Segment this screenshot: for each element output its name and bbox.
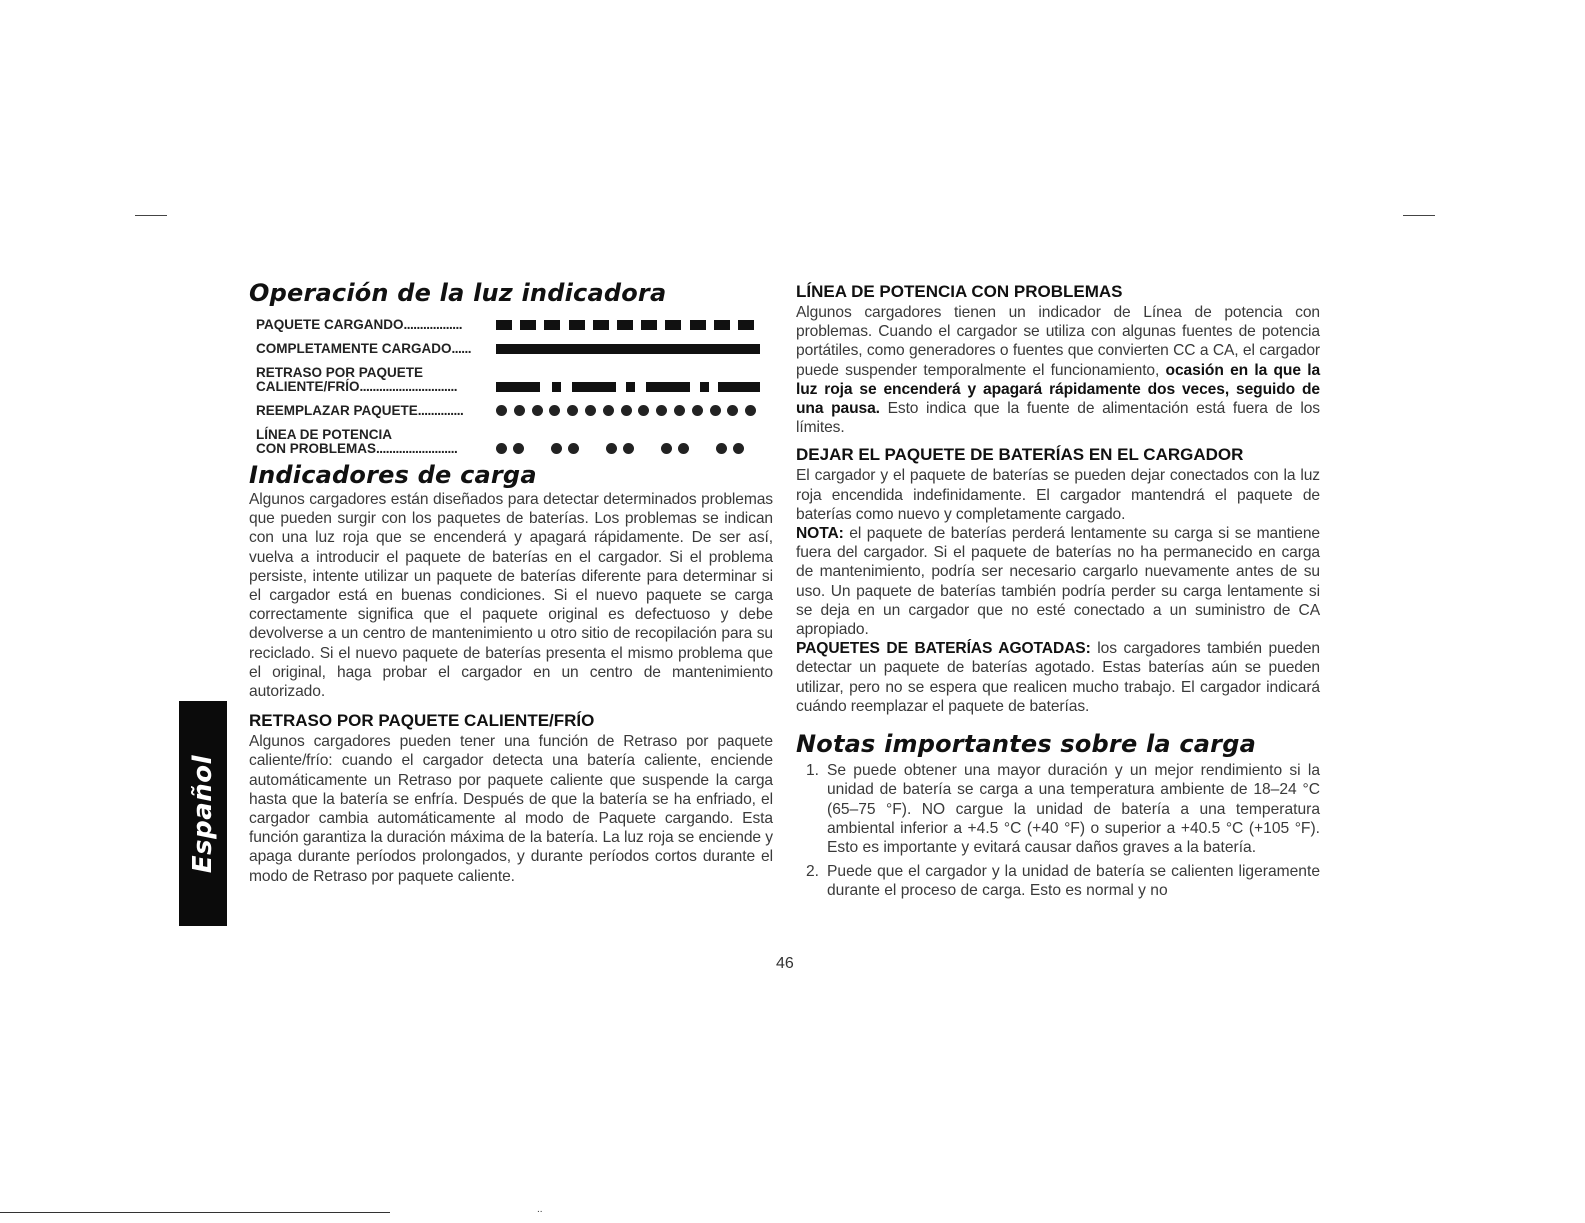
important-notes-title: Notas importantes sobre la carga	[796, 730, 1256, 759]
light-dot	[585, 405, 596, 416]
light-bar	[496, 382, 540, 392]
indicator-label: LÍNEA DE POTENCIA CON PROBLEMAS.........................	[256, 427, 458, 456]
indicator-table	[256, 310, 766, 458]
light-bar	[690, 320, 706, 330]
indicator-pattern-dashes	[496, 319, 760, 331]
hot-cold-delay-text: Algunos cargadores pueden tener una función de Retraso por paquete caliente/frío: cuando el cargador detecta una batería caliente, enciende automáticamente un Retraso por paquete caliente que suspende la carga hasta que la batería se enfría. Después de que la batería se ha enfriado, el cargador cambia automáticamente al modo de Paquete cargando. Esta función garantiza la duración máxima de la batería. La luz roja se enciende y apaga durante períodos prolongados, y durante períodos cortos durante el modo de Retraso por paquete caliente.	[249, 733, 773, 885]
light-bar	[544, 320, 560, 330]
light-bar	[593, 320, 609, 330]
light-dot	[727, 405, 738, 416]
charge-indicators-text: Algunos cargadores están diseñados para detectar determinados problemas que pueden surgir con los paquetes de baterías. Los problemas se indican con una luz roja que se encenderá y apagará rápidamente. De ser así, vuelva a introducir el paquete de baterías en el cargador. Si el problema persiste, intente utilizar un paquete de baterías diferente para determinar si el cargador está en buenas condiciones. Si el nuevo paquete se carga correctamente significa que el paquete original es defectuoso y debe devolverse a un centro de mantenimiento u otro sitio de recopilación para su reciclado. Si el nuevo paquete de baterías presenta el mismo problema que el original, haga probar el cargador en un centro de mantenimiento autorizado.	[249, 491, 773, 701]
right-column	[796, 278, 1320, 900]
indicator-label: REEMPLAZAR PAQUETE..............	[256, 403, 464, 418]
light-bar	[714, 320, 730, 330]
indicator-light-title: Operación de la luz indicadora	[249, 279, 667, 307]
light-dot	[623, 443, 634, 454]
light-dot	[513, 443, 524, 454]
light-dot	[638, 405, 649, 416]
language-tab-label: Español	[188, 754, 218, 873]
language-tab	[179, 701, 227, 926]
light-bar	[641, 320, 657, 330]
note-text: NOTA: el paquete de baterías perderá lentamente su carga si se mantiene fuera del cargador. Si el paquete de baterías no ha permanecido en carga de mantenimiento, podría ser necesario cargarlo nuevamente antes de su uso. Un paquete de baterías también podría perder su carga lentamente si se deja en un cargador que no esté conectado a un suministro de CA apropiado.	[796, 525, 1320, 639]
indicator-row-hot-cold-delay	[256, 358, 766, 396]
light-bar	[569, 320, 585, 330]
light-dot	[745, 405, 756, 416]
light-bar	[646, 382, 690, 392]
light-bar	[572, 382, 616, 392]
light-dot	[656, 405, 667, 416]
light-dot	[496, 405, 507, 416]
light-bar	[520, 320, 536, 330]
indicator-row-replace-pack	[256, 396, 766, 420]
indicator-pattern-long-short	[496, 381, 760, 393]
bottom-mark: ..	[537, 1204, 543, 1215]
light-bar	[617, 320, 633, 330]
light-dot	[551, 443, 562, 454]
depleted-packs-text: PAQUETES DE BATERÍAS AGOTADAS: los cargadores también pueden detectar un paquete de baterías agotado. Estas baterías aún se pueden utilizar, pero no se espera que realicen mucho trabajo. El cargador indicará cuándo reemplazar el paquete de baterías.	[796, 640, 1320, 715]
problem-power-line-text: Algunos cargadores tienen un indicador de Línea de potencia con problemas. Cuando el cargador se utiliza con algunas fuentes de potencia portátiles, como generadores o fuentes que convierten CC a CA, el cargador puede suspender temporalmente el funcionamiento, ocasión en la que la luz roja se encenderá y apagará rápidamente dos veces, seguido de una pausa. Esto indica que la fuente de alimentación está fuera de los límites.	[796, 304, 1321, 437]
light-bar	[700, 382, 709, 392]
light-dot	[568, 443, 579, 454]
crop-mark-left	[135, 215, 167, 216]
indicator-row-charging	[256, 310, 766, 334]
list-item: 2. Puede que el cargador y la unidad de batería se calienten ligeramente durante el proceso de carga. Esto es normal y no	[806, 862, 1320, 899]
left-column	[249, 278, 773, 886]
indicator-label: COMPLETAMENTE CARGADO......	[256, 341, 472, 356]
light-dot	[606, 443, 617, 454]
leave-pack-text: El cargador y el paquete de baterías se pueden dejar conectados con la luz roja encendida indefinidamente. El cargador mantendrá el paquete de baterías como nuevo y completamente cargado.	[796, 467, 1320, 523]
light-dot	[496, 443, 507, 454]
indicator-label: PAQUETE CARGANDO..................	[256, 317, 463, 332]
indicator-pattern-dots	[496, 405, 760, 417]
important-notes-list	[796, 761, 1320, 900]
leave-pack-title: DEJAR EL PAQUETE DE BATERÍAS EN EL CARGADOR	[796, 445, 1244, 465]
light-dot	[710, 405, 721, 416]
light-dot	[674, 405, 685, 416]
light-dot	[661, 443, 672, 454]
charge-indicators-title: Indicadores de carga	[249, 461, 537, 489]
light-dot	[532, 405, 543, 416]
light-bar	[496, 320, 512, 330]
light-dot	[716, 443, 727, 454]
light-bar	[738, 320, 754, 330]
light-bar	[626, 382, 635, 392]
light-bar	[718, 382, 760, 392]
light-bar	[552, 382, 561, 392]
list-item: 1. Se puede obtener una mayor duración y un mejor rendimiento si la unidad de batería se carga a una temperatura ambiente de 18–24 °C (65–75 °F). NO cargue la unidad de batería a una temperatura ambiental inferior a +4.5 °C (+40 °F) o superior a +40.5 °C (+105 °F). Esto es importante y evitará causar daños graves a la batería.	[806, 762, 1320, 857]
light-dot	[733, 443, 744, 454]
hot-cold-delay-title: RETRASO POR PAQUETE CALIENTE/FRÍO	[249, 711, 595, 731]
light-dot	[567, 405, 578, 416]
light-dot	[603, 405, 614, 416]
indicator-pattern-solid	[496, 343, 760, 355]
indicator-row-problem-power-line	[256, 420, 766, 458]
light-bar	[665, 320, 681, 330]
light-dot	[678, 443, 689, 454]
indicator-row-fully-charged	[256, 334, 766, 358]
light-bar	[496, 344, 760, 354]
bottom-rule	[0, 1212, 390, 1213]
light-dot	[549, 405, 560, 416]
page-number: 46	[776, 955, 794, 972]
problem-power-line-title: LÍNEA DE POTENCIA CON PROBLEMAS	[796, 282, 1123, 301]
crop-mark-right	[1403, 215, 1435, 216]
light-dot	[621, 405, 632, 416]
indicator-label: RETRASO POR PAQUETE CALIENTE/FRÍO..............................	[256, 365, 458, 394]
light-dot	[514, 405, 525, 416]
indicator-pattern-double-dots	[496, 443, 760, 455]
light-dot	[692, 405, 703, 416]
